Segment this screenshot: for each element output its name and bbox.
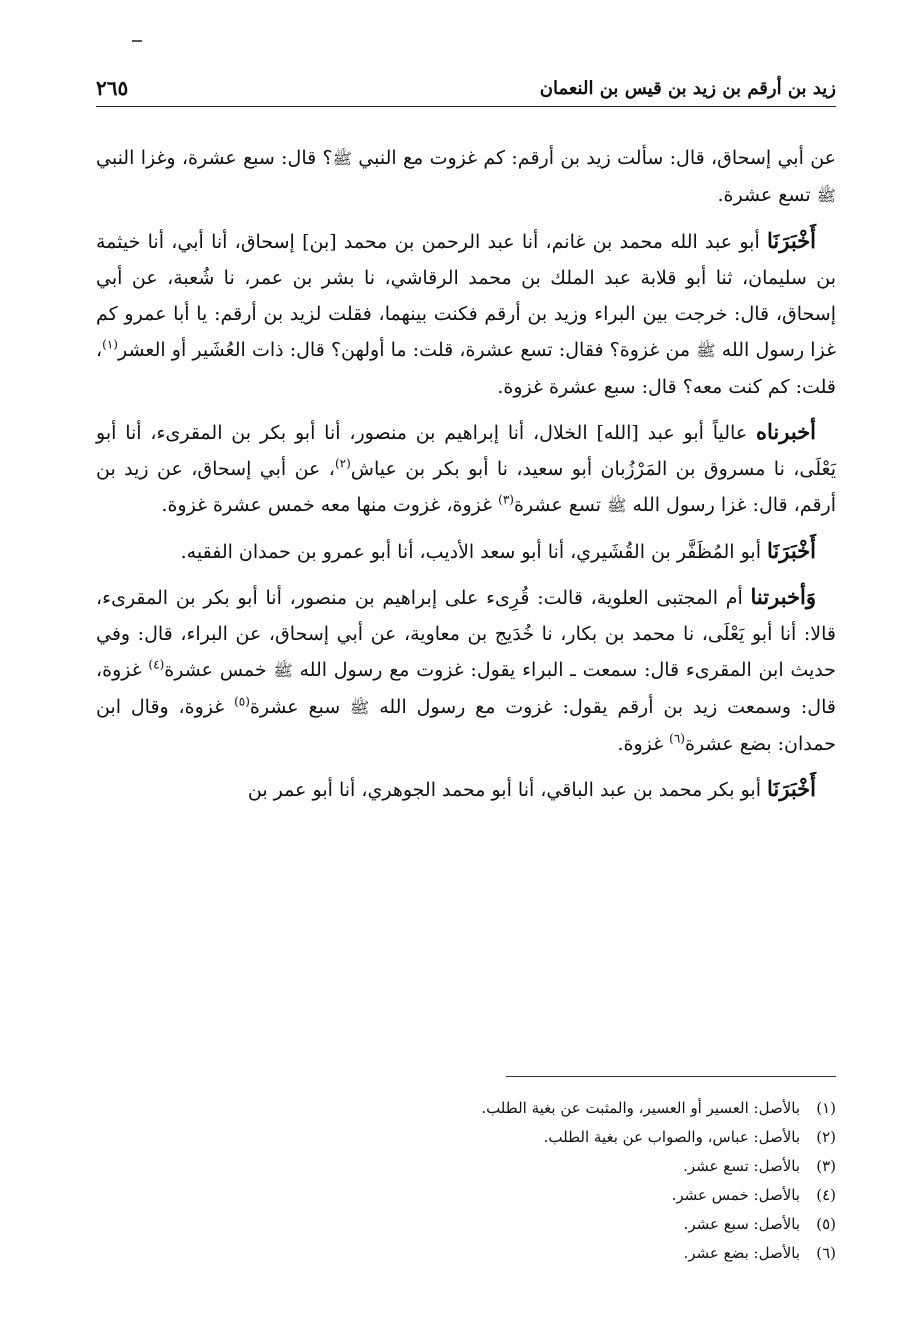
footnote-text: بالأصل: سبع عشر. [683, 1215, 800, 1233]
footnotes [96, 1094, 836, 1268]
paragraph-4 [96, 533, 836, 570]
narration-lead: أَخْبَرَنَا [767, 228, 816, 253]
main-text [96, 140, 836, 817]
footnote-text: بالأصل: عباس، والصواب عن بغية الطلب. [543, 1128, 800, 1146]
footnote-number: (٢) [816, 1128, 836, 1146]
salawat-glyph: ﷺ [696, 341, 716, 360]
paragraph-text: عن أبي إسحاق، قال: سألت زيد بن أرقم: كم غزوت مع النبي [351, 147, 836, 169]
footnote-separator [506, 1076, 836, 1077]
footnote-number: (٥) [816, 1215, 836, 1233]
paragraph-text: ، عن أبي إسحاق، عن زيد بن أرقم، قال: غزا رسول الله [96, 458, 836, 516]
paragraph-text: غزوة، قال: وسمعت زيد بن أرقم يقول: غزوت مع رسول الله [96, 659, 836, 718]
paragraph-text: أم المجتبى العلوية، قالت: قُرِىء على إبراهيم بن منصور، أنا أبو بكر بن المقرىء، قالا: أنا أبو يَعْلَى، نا محمد بن بكار، نا خُدَيج بن معاوية، عن أبي إسحاق، عن البراء، قال: وفي حديث ابن المقرىء قال: سمعت ـ البراء يقول: غزوت مع رسول الله [96, 587, 836, 681]
paragraph-text: غزوة، غزوت منها معه خمس عشرة غزوة. [161, 494, 499, 516]
narration-lead: أخبرناه [756, 419, 816, 444]
paragraph-text: أبو المُظَفَّر بن القُشَيري، أنا أبو سعد الأديب، أنا أبو عمرو بن حمدان الفقيه. [180, 541, 768, 563]
paragraph-text: عالياً أبو عبد [الله] الخلال، أنا إبراهيم بن منصور، أنا أبو بكر بن المقرىء، أنا أبو يَعْلَى، نا مسروق بن المَرْزُبان أبو سعيد، نا أبو بكر بن عياش [96, 422, 836, 480]
salawat-glyph: ﷺ [273, 661, 293, 680]
paragraph-text: ، قلت: كم كنت معه؟ قال: سبع عشرة غزوة. [96, 339, 836, 398]
footnote-text: بالأصل: خمس عشر. [671, 1186, 800, 1204]
paragraph-text: تسع عشرة. [717, 184, 817, 206]
paragraph-2 [96, 223, 836, 405]
footnote-item [96, 1094, 836, 1123]
footnote-ref[interactable]: (٣) [498, 492, 514, 507]
running-title: زيد بن أرقم بن زيد بن قيس بن النعمان [539, 78, 836, 99]
narration-lead: أَخْبَرَنَا [767, 538, 816, 563]
page-mark [132, 40, 142, 42]
footnote-text: بالأصل: بضع عشر. [683, 1244, 800, 1262]
footnote-text: بالأصل: تسع عشر. [683, 1157, 800, 1175]
paragraph-5 [96, 579, 836, 762]
footnote-number: (٣) [816, 1157, 836, 1175]
footnote-item [96, 1181, 836, 1210]
paragraph-text: أبو بكر محمد بن عبد الباقي، أنا أبو محمد الجوهري، أنا أبو عمر بن [247, 779, 768, 801]
paragraph-text: من غزوة؟ فقال: تسع عشرة، قلت: ما أولهن؟ قال: ذات العُشَير أو العشر [117, 339, 697, 361]
salawat-glyph: ﷺ [816, 186, 836, 205]
footnote-ref[interactable]: (٢) [334, 456, 351, 471]
page-header [96, 72, 836, 106]
footnote-item [96, 1239, 836, 1268]
narration-lead: وَأخبرتنا [750, 584, 816, 609]
paragraph-text: خمس عشرة [164, 659, 274, 681]
paragraph-text: ؟ قال: سبع عشرة، وغزا النبي [96, 147, 333, 169]
paragraph-text: غزوة، وقال ابن حمدان: بضع عشرة [96, 696, 836, 755]
footnote-ref[interactable]: (١) [102, 337, 118, 352]
paragraph-text: غزوة. [617, 733, 670, 755]
paragraph-text: تسع عشرة [513, 494, 608, 516]
salawat-glyph: ﷺ [332, 149, 352, 168]
paragraph-1 [96, 140, 836, 214]
salawat-glyph: ﷺ [607, 496, 627, 515]
footnote-text: بالأصل: العسير أو العسير، والمثبت عن بغية الطلب. [481, 1099, 800, 1117]
footnote-number: (١) [816, 1099, 836, 1117]
salawat-glyph: ﷺ [350, 698, 370, 717]
paragraph-3 [96, 414, 836, 524]
paragraph-text: سبع عشرة [249, 696, 351, 718]
footnote-number: (٤) [816, 1186, 836, 1204]
footnote-item [96, 1210, 836, 1239]
footnote-number: (٦) [816, 1244, 836, 1262]
footnote-ref[interactable]: (٥) [234, 694, 250, 709]
paragraph-text: أبو عبد الله محمد بن غانم، أنا عبد الرحمن بن محمد [بن] إسحاق، أنا أبي، أنا خيثمة بن سليمان، ثنا أبو قلابة عبد الملك بن محمد الرقاشي، نا بشر بن عمر، نا شُعبة، عن أبي إسحاق، قال: خرجت بين البراء وزيد بن أرقم فكنت بينهما، فقلت لزيد بن أرقم: يا أبا عمرو كم غزا رسول الله [96, 231, 837, 361]
footnote-ref[interactable]: (٦) [669, 731, 685, 746]
page-number: ٢٦٥ [96, 76, 129, 100]
paragraph-6 [96, 771, 836, 808]
footnote-item [96, 1123, 836, 1152]
narration-lead: أَخْبَرَنَا [767, 776, 816, 801]
footnote-ref[interactable]: (٤) [148, 657, 165, 672]
header-rule [96, 106, 836, 107]
footnote-item [96, 1152, 836, 1181]
